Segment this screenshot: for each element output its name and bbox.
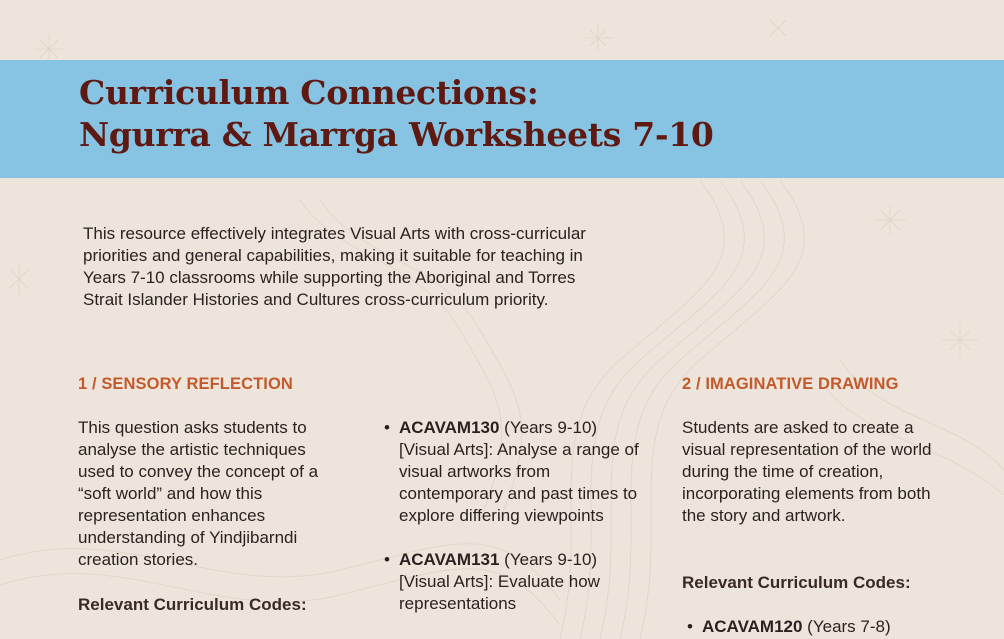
curriculum-desc: (Years 9-10) [Visual Arts]: Analyse a range of visual artworks from contemporary and past times to explore differing viewpoints xyxy=(399,418,639,525)
section-2-body: Students are asked to create a visual representation of the world during the time of creation, incorporating elements from both the story and artwork. xyxy=(682,418,932,525)
middle-codes-list xyxy=(384,417,644,615)
curriculum-desc: (Years 7-8) xyxy=(802,617,891,636)
section-1-heading: 1 / SENSORY REFLECTION xyxy=(78,375,293,393)
curriculum-code: ACAVAM130 xyxy=(399,418,500,437)
page-title xyxy=(79,72,714,156)
section-1-codes-label: Relevant Curriculum Codes: xyxy=(78,595,307,614)
list-item xyxy=(384,417,644,527)
list-item xyxy=(687,616,947,638)
curriculum-code: ACAVAM120 xyxy=(702,617,803,636)
title-line-2: Ngurra & Marrga Worksheets 7-10 xyxy=(79,115,714,154)
curriculum-desc: (Years 9-10) [Visual Arts]: Evaluate how representations xyxy=(399,550,600,613)
section-2-codes-label: Relevant Curriculum Codes: xyxy=(682,573,911,592)
list-item xyxy=(384,549,644,615)
section-2-codes-list xyxy=(687,616,947,638)
intro-paragraph: This resource effectively integrates Visual Arts with cross-curricular priorities and general capabilities, making it suitable for teaching in Years 7-10 classrooms while supporting the Aboriginal and Torres Strait Islander Histories and Cultures cross-curriculum priority. xyxy=(83,224,586,309)
section-1-body: This question asks students to analyse the artistic techniques used to convey the concept of a “soft world” and how this representation enhances understanding of Yindjibarndi creation stories. xyxy=(78,418,319,569)
curriculum-code: ACAVAM131 xyxy=(399,550,500,569)
title-line-1: Curriculum Connections: xyxy=(79,73,539,112)
section-2-heading: 2 / IMAGINATIVE DRAWING xyxy=(682,375,899,393)
